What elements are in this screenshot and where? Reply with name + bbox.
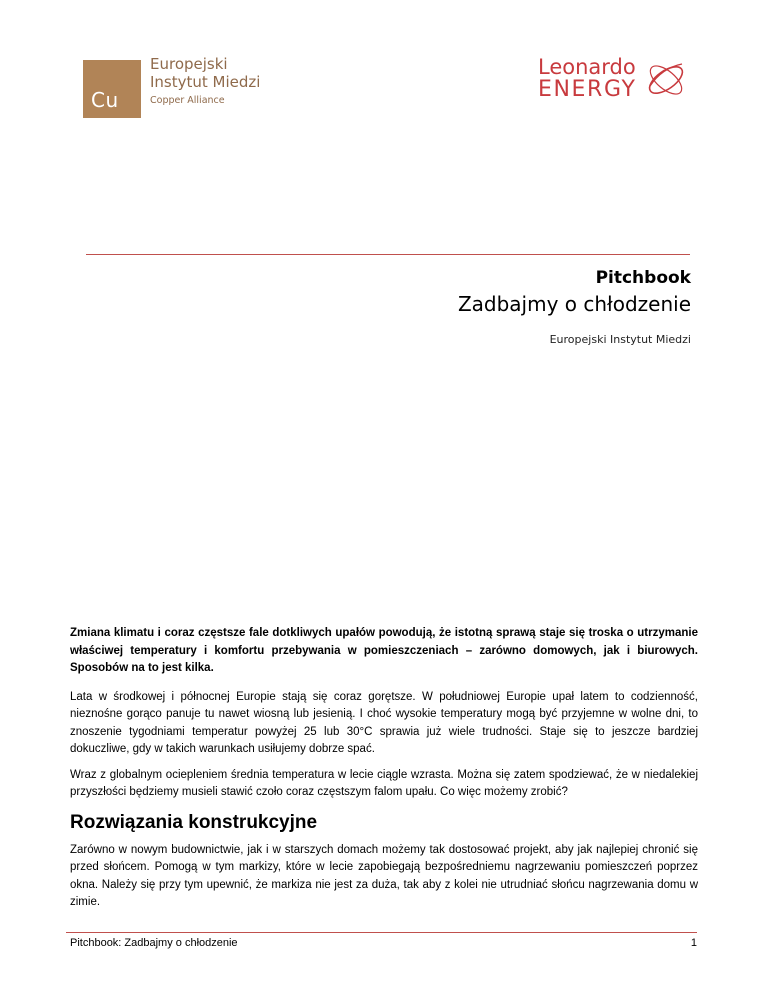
copper-logo-box — [83, 60, 141, 118]
header-divider — [86, 254, 690, 255]
footer-divider — [66, 932, 697, 933]
paragraph-1: Lata w środkowej i północnej Europie stają się coraz gorętsze. W południowej Europie upał latem to codzienność, nieznośne gorąco panuje tu nawet wiosną lub jesienią. I choć wysokie temperatury mogą być przyjemne w wolne dni, to znoszenie tygodniami temperatur powyżej 25 lub 30°C sprawia już wiele trudności. Staje się to jeszcze bardziej dokuczliwe, gdy w takich warunkach usiłujemy dobrze spać. — [70, 690, 698, 755]
document-subtitle: Zadbajmy o chłodzenie — [457, 292, 691, 316]
section-heading: Rozwiązania konstrukcyjne — [70, 811, 318, 833]
lead-paragraph: Zmiana klimatu i coraz częstsze fale dotkliwych upałów powodują, że istotną sprawą staje się troska o utrzymanie właściwej temperatury i komfortu przebywania w pomieszczeniach – zarówno domowych, jak i biurowych. Sposobów na to jest kilka. — [70, 627, 698, 674]
leonardo-swirl-icon — [642, 56, 690, 104]
document-organization: Europejski Instytut Miedzi — [549, 333, 691, 346]
footer-title: Pitchbook: Zadbajmy o chłodzenie — [70, 937, 238, 949]
page-number: 1 — [690, 937, 697, 949]
copper-logo-text — [150, 57, 260, 106]
copper-logo-line3: Copper Alliance — [150, 95, 225, 106]
copper-logo-line2: Instytut Miedzi — [150, 73, 261, 91]
copper-logo-line1: Europejski — [150, 55, 228, 73]
copper-logo-symbol: Cu — [91, 88, 119, 112]
leonardo-logo-line1: Leonardo — [538, 55, 636, 79]
title-block — [458, 268, 691, 346]
paragraph-2: Wraz z globalnym ociepleniem średnia temperatura w lecie ciągle wzrasta. Można się zatem spodziewać, że w niedalekiej przyszłości będziemy musieli stawić czoło coraz częstszym falom upału. Co więc możemy zrobić? — [70, 768, 698, 798]
leonardo-logo-line2: ENERGY — [538, 77, 637, 102]
leonardo-logo-text — [538, 57, 637, 101]
document-body — [70, 625, 698, 920]
document-title: Pitchbook — [595, 268, 691, 288]
paragraph-3: Zarówno w nowym budownictwie, jak i w starszych domach możemy tak dostosować projekt, aby jak najlepiej chronić się przed słońcem. Pomogą w tym markizy, które w lecie zapobiegają bezpośredniemu nagrzewaniu pomieszczeń poprzez okna. Należy się przy tym upewnić, że markiza nie jest za duża, tak aby z kolei nie utrudniać słońcu nagrzewania domu w zimie. — [70, 843, 698, 908]
